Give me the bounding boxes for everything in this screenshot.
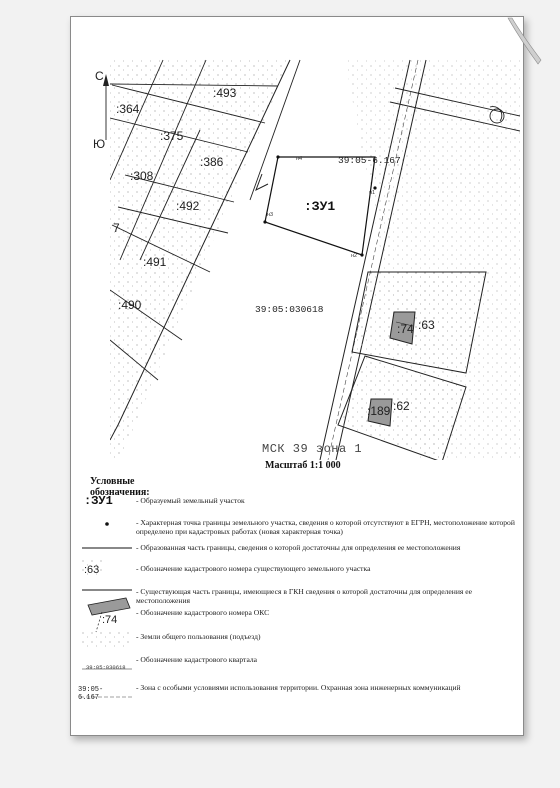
legend-item-zone: - Зона с особыми условиями использования территории. Охранная зона инженерных коммуникаций [136,683,461,692]
quarter-label: 39:05:030618 [255,304,324,315]
legend-item-public-land: - Земли общего пользования (подъезд) [136,632,261,641]
legend-item-cadastral-number: - Обозначение кадастрового номера существующего земельного участка [136,564,371,573]
legend-point-symbol [105,522,109,526]
legend-item-new-point: - Характерная точка границы земельного участка, сведения о которой отсутствуют в ЕГРН, местоположение которой определено при кадастровых работах (новая характерная точка) [136,518,515,537]
fragment-label-7: 7 [113,221,120,235]
coordinate-system-label: МСК 39 зона 1 [262,442,363,456]
parcel-label-491[interactable]: :491 [143,255,167,269]
parcel-label-386[interactable]: :386 [200,155,224,169]
parcel-label-492[interactable]: :492 [176,199,200,213]
legend-zone-symbol: 39:05-6.167 [78,686,104,702]
legend-zu1-symbol: :ЗУ1 [84,494,113,508]
legend-item-quarter: - Обозначение кадастрового квартала [136,655,258,664]
parcel-label-490[interactable]: :490 [118,298,142,312]
legend-title: Условные обозначения: [90,476,150,498]
page-curl [508,18,541,64]
zone-label: 39:05-6.167 [338,155,401,166]
legend-63-symbol: :63 [84,564,100,576]
legend-item-oks-number: - Обозначение кадастрового номера ОКС [136,608,270,617]
north-arrow [93,69,109,151]
north-arrow-head [103,74,109,86]
north-letter: С [95,69,104,83]
point-n3[interactable] [263,220,266,223]
road-arrow [256,174,268,190]
point-n4[interactable] [276,155,279,158]
parcel-label-364[interactable]: :364 [116,102,140,116]
legend-oks-symbol [88,598,130,615]
left-block-texture [110,60,290,460]
parcel-label-308[interactable]: :308 [130,169,154,183]
oks-label-189[interactable]: :189 [367,404,391,418]
legend-quarter-symbol: 39:05:030618 [86,664,126,671]
oks-label-74[interactable]: :74 [397,322,414,336]
point-label-n4: н4 [296,156,303,162]
parcel-label-62[interactable]: :62 [393,399,410,413]
map-base [110,60,520,462]
south-letter: Ю [93,137,106,151]
legend-74-symbol: :74 [102,614,118,626]
plot-zu1-label[interactable]: :ЗУ1 [304,199,336,214]
point-label-n1: н1 [369,190,376,196]
parcel-label-493[interactable]: :493 [213,86,237,100]
legend-item-new-plot: - Образуемый земельный участок [136,496,245,505]
scale-label: Масштаб 1:1 000 [265,460,341,471]
legend-item-new-boundary: - Образованная часть границы, сведения о которой достаточны для определения ее местоположения [136,543,461,552]
point-label-n3: н3 [267,212,274,218]
parcel-label-375[interactable]: :375 [160,129,184,143]
point-label-n2: н2 [351,253,358,259]
parcel-label-63[interactable]: :63 [418,318,435,332]
legend-item-existing-boundary: - Существующая часть границы, имеющиеся в ГКН сведения о которой достаточны для определения ее местоположения [136,587,473,606]
legend-public-land-symbol [82,630,130,648]
point-n2[interactable] [360,253,363,256]
